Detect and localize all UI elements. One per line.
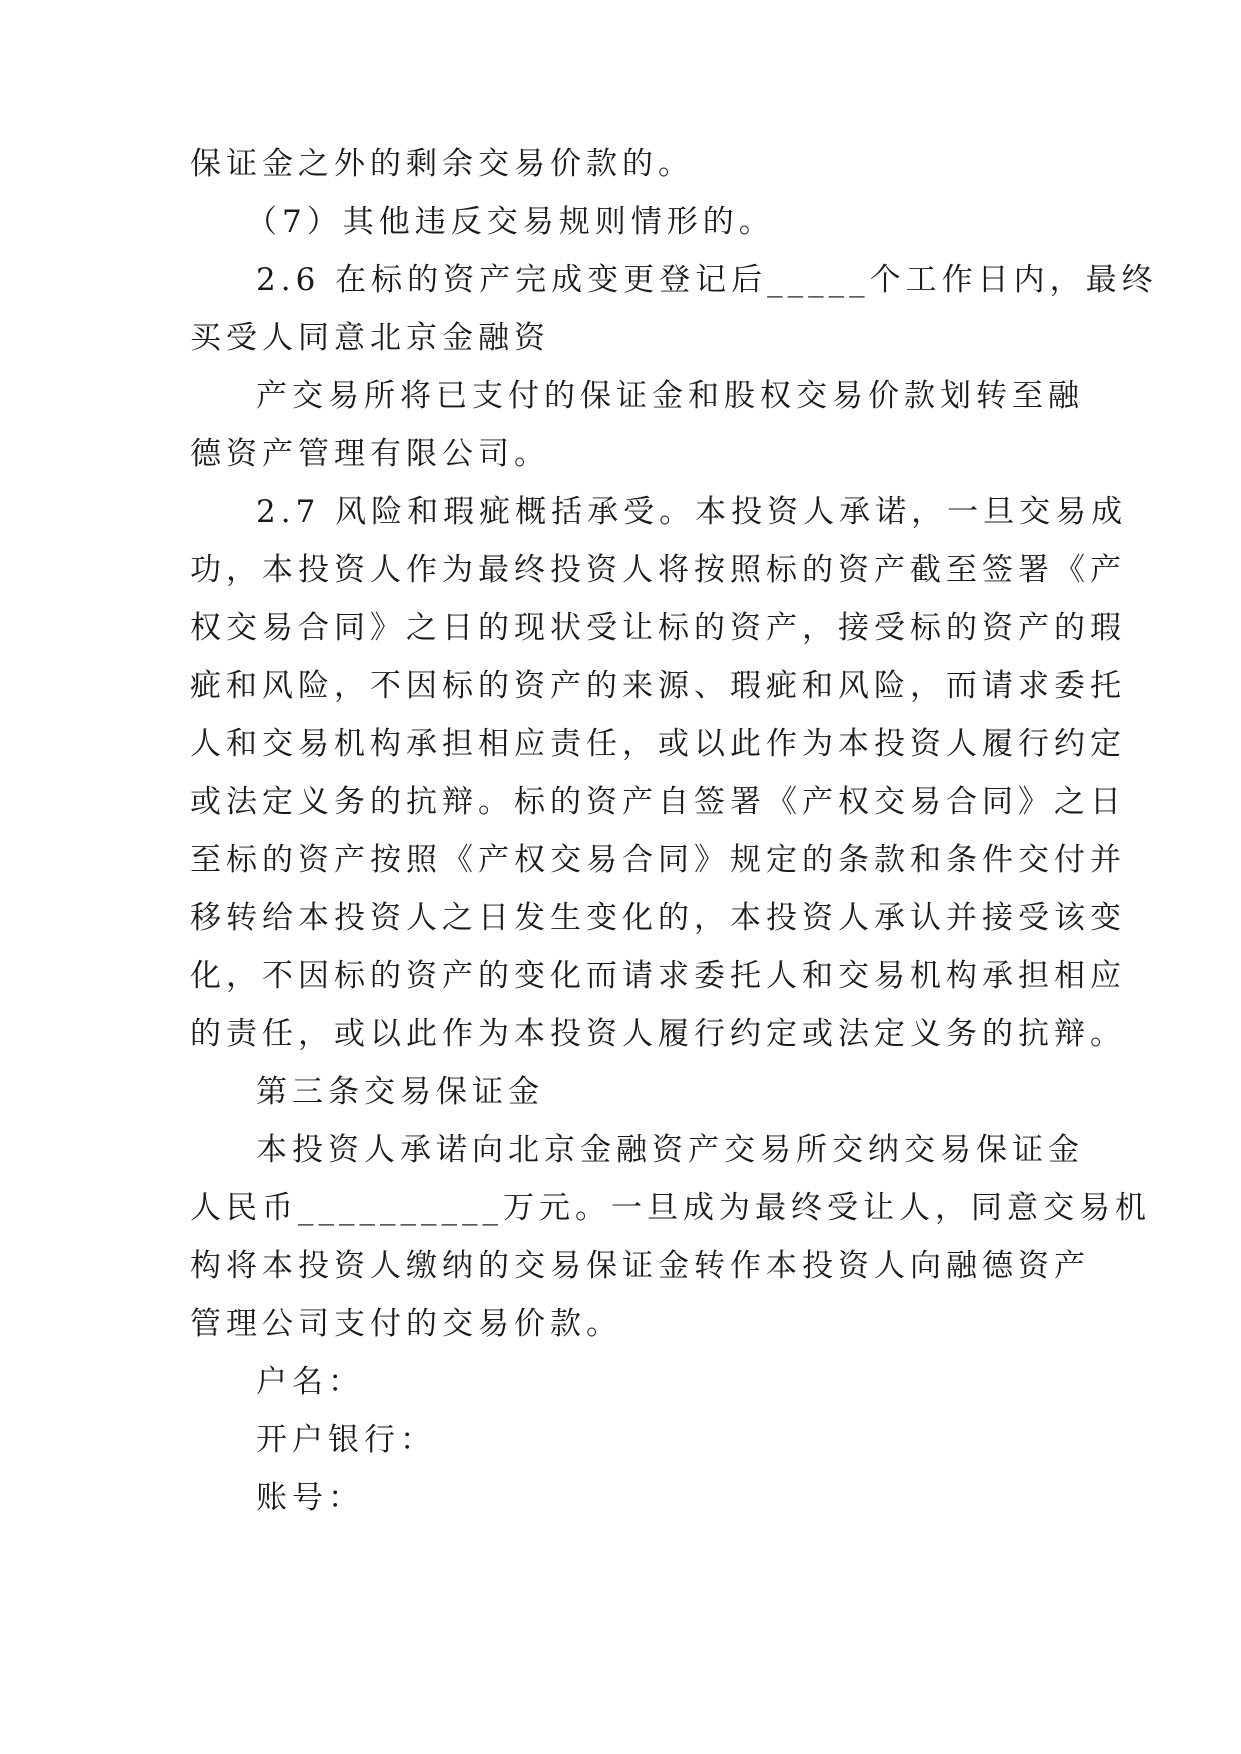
paragraph-line: 人民币__________万元。一旦成为最终受让人，同意交易机 <box>190 1190 1151 1226</box>
paragraph-line: 化，不因标的资产的变化而请求委托人和交易机构承担相应 <box>190 958 1126 994</box>
paragraph-line: 产交易所将已支付的保证金和股权交易价款划转至融 <box>256 378 1084 414</box>
bank-label: 开户银行： <box>256 1422 436 1458</box>
section-heading: 第三条交易保证金 <box>256 1074 544 1110</box>
paragraph-line: 移转给本投资人之日发生变化的，本投资人承认并接受该变 <box>190 900 1126 936</box>
account-number-label: 账号： <box>256 1480 364 1516</box>
account-name-label: 户名： <box>256 1364 364 1400</box>
paragraph-line: 至标的资产按照《产权交易合同》规定的条款和条件交付并 <box>190 842 1126 878</box>
paragraph-line: 疵和风险，不因标的资产的来源、瑕疵和风险，而请求委托 <box>190 668 1126 704</box>
paragraph-line: 2.7 风险和瑕疵概括承受。本投资人承诺，一旦交易成 <box>256 494 1128 530</box>
paragraph-line: 人和交易机构承担相应责任，或以此作为本投资人履行约定 <box>190 726 1126 762</box>
paragraph-line: 管理公司支付的交易价款。 <box>190 1306 622 1342</box>
paragraph-line: 功，本投资人作为最终投资人将按照标的资产截至签署《产 <box>190 552 1126 588</box>
paragraph-line: （7）其他违反交易规则情形的。 <box>246 204 775 240</box>
paragraph-line: 2.6 在标的资产完成变更登记后_____个工作日内，最终 <box>256 262 1158 298</box>
paragraph-line: 权交易合同》之日的现状受让标的资产，接受标的资产的瑕 <box>190 610 1126 646</box>
paragraph-line: 或法定义务的抗辩。标的资产自签署《产权交易合同》之日 <box>190 784 1126 820</box>
paragraph-line: 保证金之外的剩余交易价款的。 <box>190 146 694 182</box>
paragraph-line: 构将本投资人缴纳的交易保证金转作本投资人向融德资产 <box>190 1248 1090 1284</box>
paragraph-line: 的责任，或以此作为本投资人履行约定或法定义务的抗辩。 <box>190 1016 1126 1052</box>
paragraph-line: 德资产管理有限公司。 <box>190 436 550 472</box>
paragraph-line: 买受人同意北京金融资 <box>190 320 550 356</box>
paragraph-line: 本投资人承诺向北京金融资产交易所交纳交易保证金 <box>256 1132 1084 1168</box>
